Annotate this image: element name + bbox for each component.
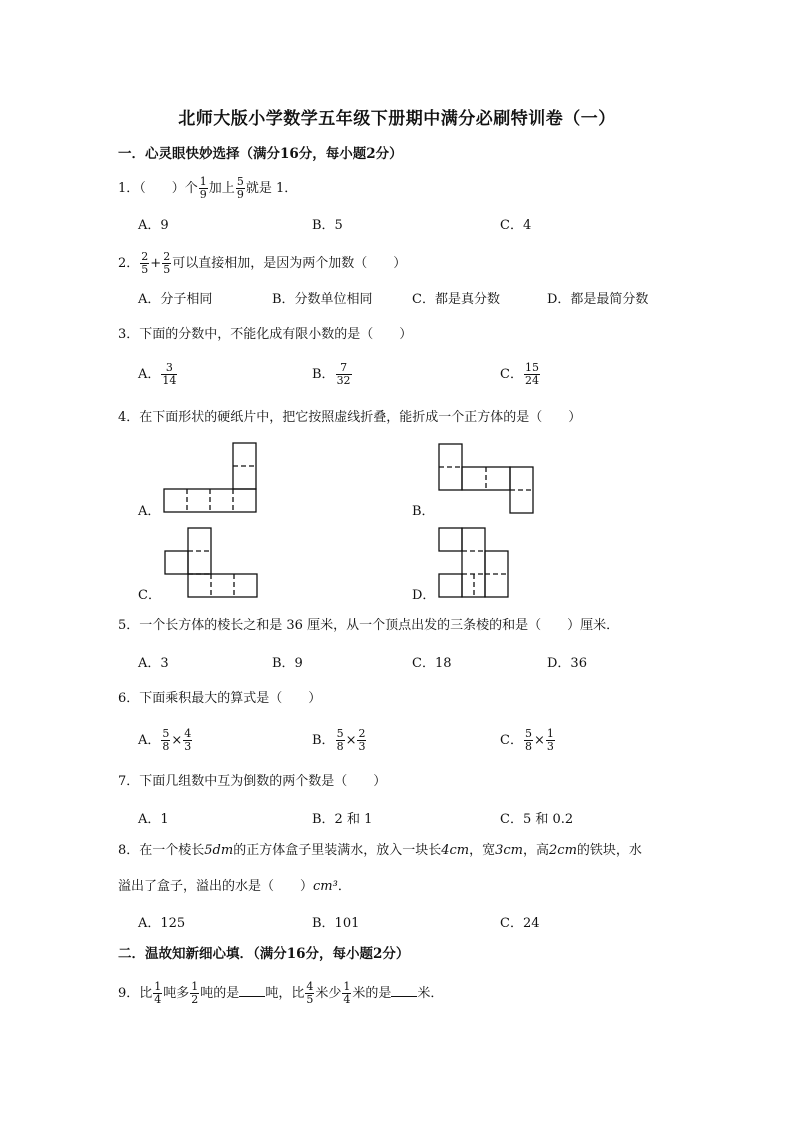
q5-option-a[interactable]: A．3: [138, 656, 169, 671]
q8-value-3cm: 3cm: [495, 843, 524, 858]
question-8-line-1: 8．在一个棱长5dm的正方体盒子里装满水，放入一块长4cm，宽3cm，高2cm的铁块，水: [118, 843, 642, 858]
q2-number: 2．: [118, 256, 140, 271]
question-2: [118, 251, 406, 276]
question-7: 7．下面几组数中互为倒数的两个数是（ ）: [118, 774, 387, 789]
question-1: [118, 176, 297, 201]
q8-option-a[interactable]: A．125: [138, 916, 186, 931]
q2-fraction-2: $\frac{2}{5}$: [163, 250, 171, 276]
q7-option-b[interactable]: B．2 和 1: [312, 812, 373, 827]
q9-fraction-3: $\frac{4}{5}$: [306, 980, 314, 1006]
question-8-line-2: 溢出了盒子，溢出的水是（ ）cm³．: [118, 879, 351, 894]
q2-plus: +: [150, 256, 162, 271]
q2-option-b[interactable]: B．分数单位相同: [272, 292, 373, 307]
q9-fraction-4: $\frac{1}{4}$: [343, 980, 351, 1006]
q4-label-a[interactable]: A．: [138, 504, 161, 519]
q2-fraction-1: $\frac{2}{5}$: [141, 250, 149, 276]
q4-net-b-diagram[interactable]: [437, 442, 537, 517]
q6-option-b[interactable]: B． $\frac{5}{8}$ × $\frac{2}{3}$: [312, 727, 366, 753]
q4-net-a-diagram[interactable]: [160, 440, 260, 515]
q9-fraction-1: $\frac{1}{4}$: [154, 980, 162, 1006]
question-5: 5．一个长方体的棱长之和是 36 厘米，从一个顶点出发的三条棱的和是（ ）厘米．: [118, 618, 620, 633]
q1-pre: （ ）个: [139, 181, 198, 196]
question-4: 4．在下面形状的硬纸片中，把它按照虚线折叠，能折成一个正方体的是（ ）: [118, 410, 582, 425]
question-9: 9．比 $\frac{1}{4}$ 吨多 $\frac{1}{2}$ 吨的是 吨，比 $\frac{4}{5}$ 米少 $\frac{1}{4}$ 米的是 米．: [118, 980, 444, 1006]
q3-option-a[interactable]: A． $\frac{3}{14}$: [138, 361, 177, 387]
q3-option-c[interactable]: C． $\frac{15}{24}$: [500, 361, 539, 387]
q8-unit-cm3: cm³: [313, 879, 338, 894]
q9-answer-blank-2[interactable]: [391, 984, 417, 997]
q8-value-5dm: 5dm: [204, 843, 234, 858]
q8-option-c[interactable]: C．24: [500, 916, 540, 931]
q5-option-d[interactable]: D．36: [547, 656, 587, 671]
q1-fraction-2: $\frac{5}{9}$: [236, 175, 244, 201]
q6-option-a[interactable]: A． $\frac{5}{8}$ × $\frac{4}{3}$: [138, 727, 192, 753]
q2-option-d[interactable]: D．都是最简分数: [547, 292, 649, 307]
q6-option-c[interactable]: C． $\frac{5}{8}$ × $\frac{1}{3}$: [500, 727, 554, 753]
question-3: 3．下面的分数中，不能化成有限小数的是（ ）: [118, 327, 413, 342]
q2-post: 可以直接相加，是因为两个加数（ ）: [172, 256, 407, 271]
q8-value-4cm: 4cm: [441, 843, 470, 858]
q9-answer-blank-1[interactable]: [239, 984, 265, 997]
q5-option-b[interactable]: B．9: [272, 656, 303, 671]
q9-fraction-2: $\frac{1}{2}$: [191, 980, 199, 1006]
q4-label-d[interactable]: D．: [412, 588, 436, 603]
q8-option-b[interactable]: B．101: [312, 916, 360, 931]
q1-option-b[interactable]: B．5: [312, 218, 343, 233]
q4-label-c[interactable]: C．: [138, 588, 161, 603]
q1-fraction-1: $\frac{1}{9}$: [199, 175, 207, 201]
q3-fraction-a: $\frac{3}{14}$: [162, 361, 177, 387]
q1-option-a[interactable]: A．9: [138, 218, 169, 233]
section-2-heading: 二．温故知新细心填．（满分16分，每小题2分）: [118, 946, 410, 962]
q7-option-c[interactable]: C．5 和 0.2: [500, 812, 574, 827]
q8-value-2cm: 2cm: [549, 843, 577, 858]
q4-net-c-diagram[interactable]: [163, 526, 263, 601]
q4-net-d-diagram[interactable]: [437, 526, 537, 601]
q1-mid: 加上: [208, 181, 235, 196]
q1-number: 1．: [118, 181, 140, 196]
q1-option-c[interactable]: C．4: [500, 218, 532, 233]
page-title: 北师大版小学数学五年级下册期中满分必刷特训卷（一）: [178, 109, 616, 129]
q2-option-c[interactable]: C．都是真分数: [412, 292, 500, 307]
q3-fraction-b: $\frac{7}{32}$: [336, 361, 351, 387]
q5-option-c[interactable]: C．18: [412, 656, 452, 671]
q2-option-a[interactable]: A．分子相同: [138, 292, 213, 307]
question-6: 6．下面乘积最大的算式是（ ）: [118, 691, 322, 706]
q7-option-a[interactable]: A．1: [138, 812, 169, 827]
q3-option-b[interactable]: B． $\frac{7}{32}$: [312, 361, 351, 387]
section-1-heading: 一．心灵眼快妙选择（满分16分，每小题2分）: [118, 146, 403, 162]
q3-fraction-c: $\frac{15}{24}$: [524, 361, 539, 387]
q4-label-b[interactable]: B．: [412, 504, 435, 519]
q1-post: 就是 1．: [245, 181, 298, 196]
